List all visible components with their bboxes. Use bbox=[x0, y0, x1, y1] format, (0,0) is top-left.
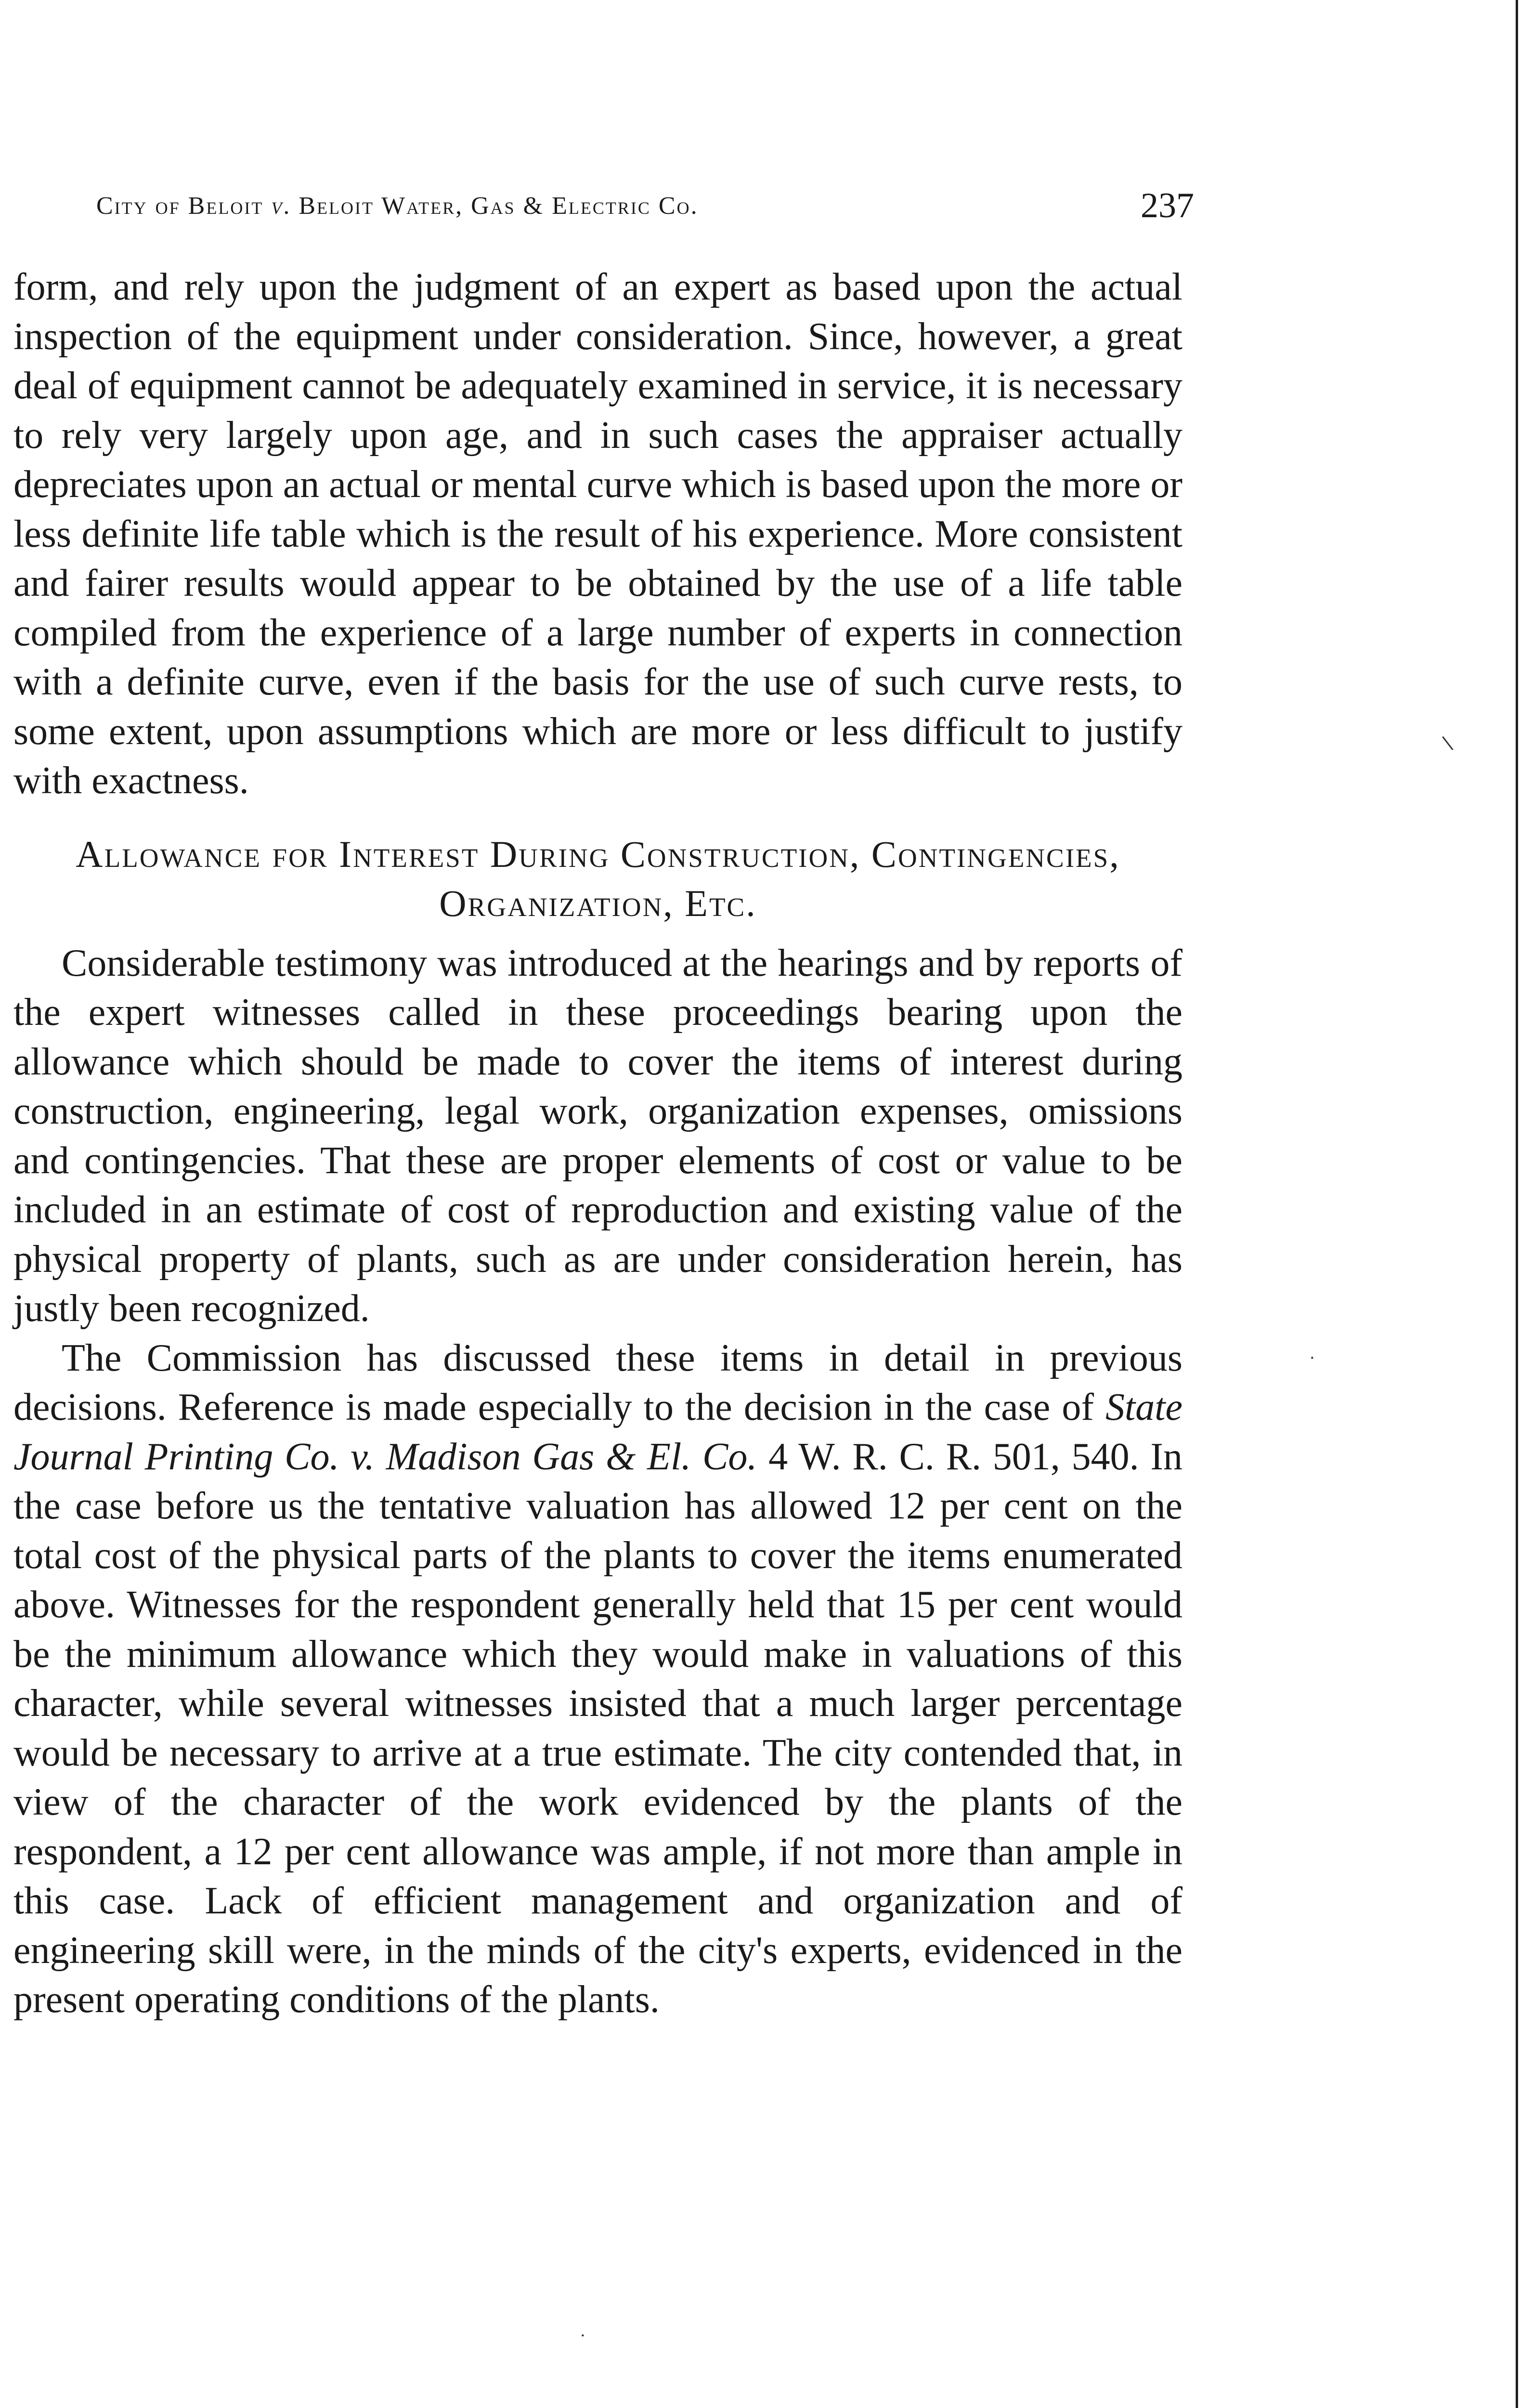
case-citation: State Journal Printing Co. v. Madison Gas & El. Co. bbox=[13, 1386, 1182, 1478]
paragraph-commission-end: 4 W. R. C. R. 501, 540. In the case before us the tentative valuation has allowed 12 per cent on the total cost of the physical parts of the plants to cover the items enumerated above. Witnesses for the respondent generally held that 15 per cent would be the minimum allowance which they would make in valuations of this character, while several witnesses insisted that a much larger percentage would be necessary to arrive at a true estimate. The city contended that, in view of the character of the work evidenced by the plants of the respondent, a 12 per cent allowance was ample, if not more than ample in this case. Lack of efficient management and organization and of engineering skill were, in the minds of the city's experts, evidenced in the present operating conditions of the plants. bbox=[13, 1435, 1182, 2021]
running-head bbox=[96, 192, 699, 220]
paragraph-continuation: form, and rely upon the judgment of an expert as based upon the actual inspection of the equipment under consideration. Since, however, a great deal of equipment cannot be adequately examined in service, it is necessary to rely very largely upon age, and in such cases the appraiser actually depreciates upon an actual or mental curve which is based upon the more or less definite life table which is the result of his experience. More consistent and fairer results would appear to be obtained by the use of a life table compiled from the experience of a large number of experts in connection with a definite curve, even if the basis for the use of such curve rests, to some extent, upon assumptions which are more or less difficult to justify with exactness. bbox=[13, 266, 1183, 802]
page-body bbox=[13, 262, 1182, 2025]
page-header bbox=[96, 179, 1194, 232]
paragraph-commission-start: The Commission has discussed these items in detail in previous decisions. Reference is made especially to the decision in the case of bbox=[13, 1336, 1182, 1428]
section-heading: Allowance for Interest During Construction, Contingencies, Organization, Etc. bbox=[76, 833, 1120, 924]
page-number: 237 bbox=[1141, 185, 1194, 225]
running-head-title-start: City of Beloit bbox=[96, 192, 272, 220]
paragraph-testimony: Considerable testimony was introduced at the hearings and by reports of the expert witnesses called in these proceedings bearing upon the allowance which should be made to cover the items of interest during construction, engineering, legal work, organization expenses, omissions and contingencies. That these are proper elements of cost or value to be included in an estimate of cost of reproduction and existing value of the physical property of plants, such as are under consideration herein, has justly been recognized. bbox=[13, 942, 1182, 1330]
paragraph-commission bbox=[13, 1334, 1182, 2025]
stray-mark-2: · bbox=[1310, 1348, 1315, 1368]
stray-mark-3: · bbox=[580, 2326, 585, 2345]
running-head-versus: v bbox=[271, 192, 284, 220]
running-head-title-end: . Beloit Water, Gas & Electric Co. bbox=[283, 192, 699, 220]
page-edge-line bbox=[1516, 0, 1518, 2408]
stray-mark-1: \ bbox=[1441, 732, 1455, 755]
